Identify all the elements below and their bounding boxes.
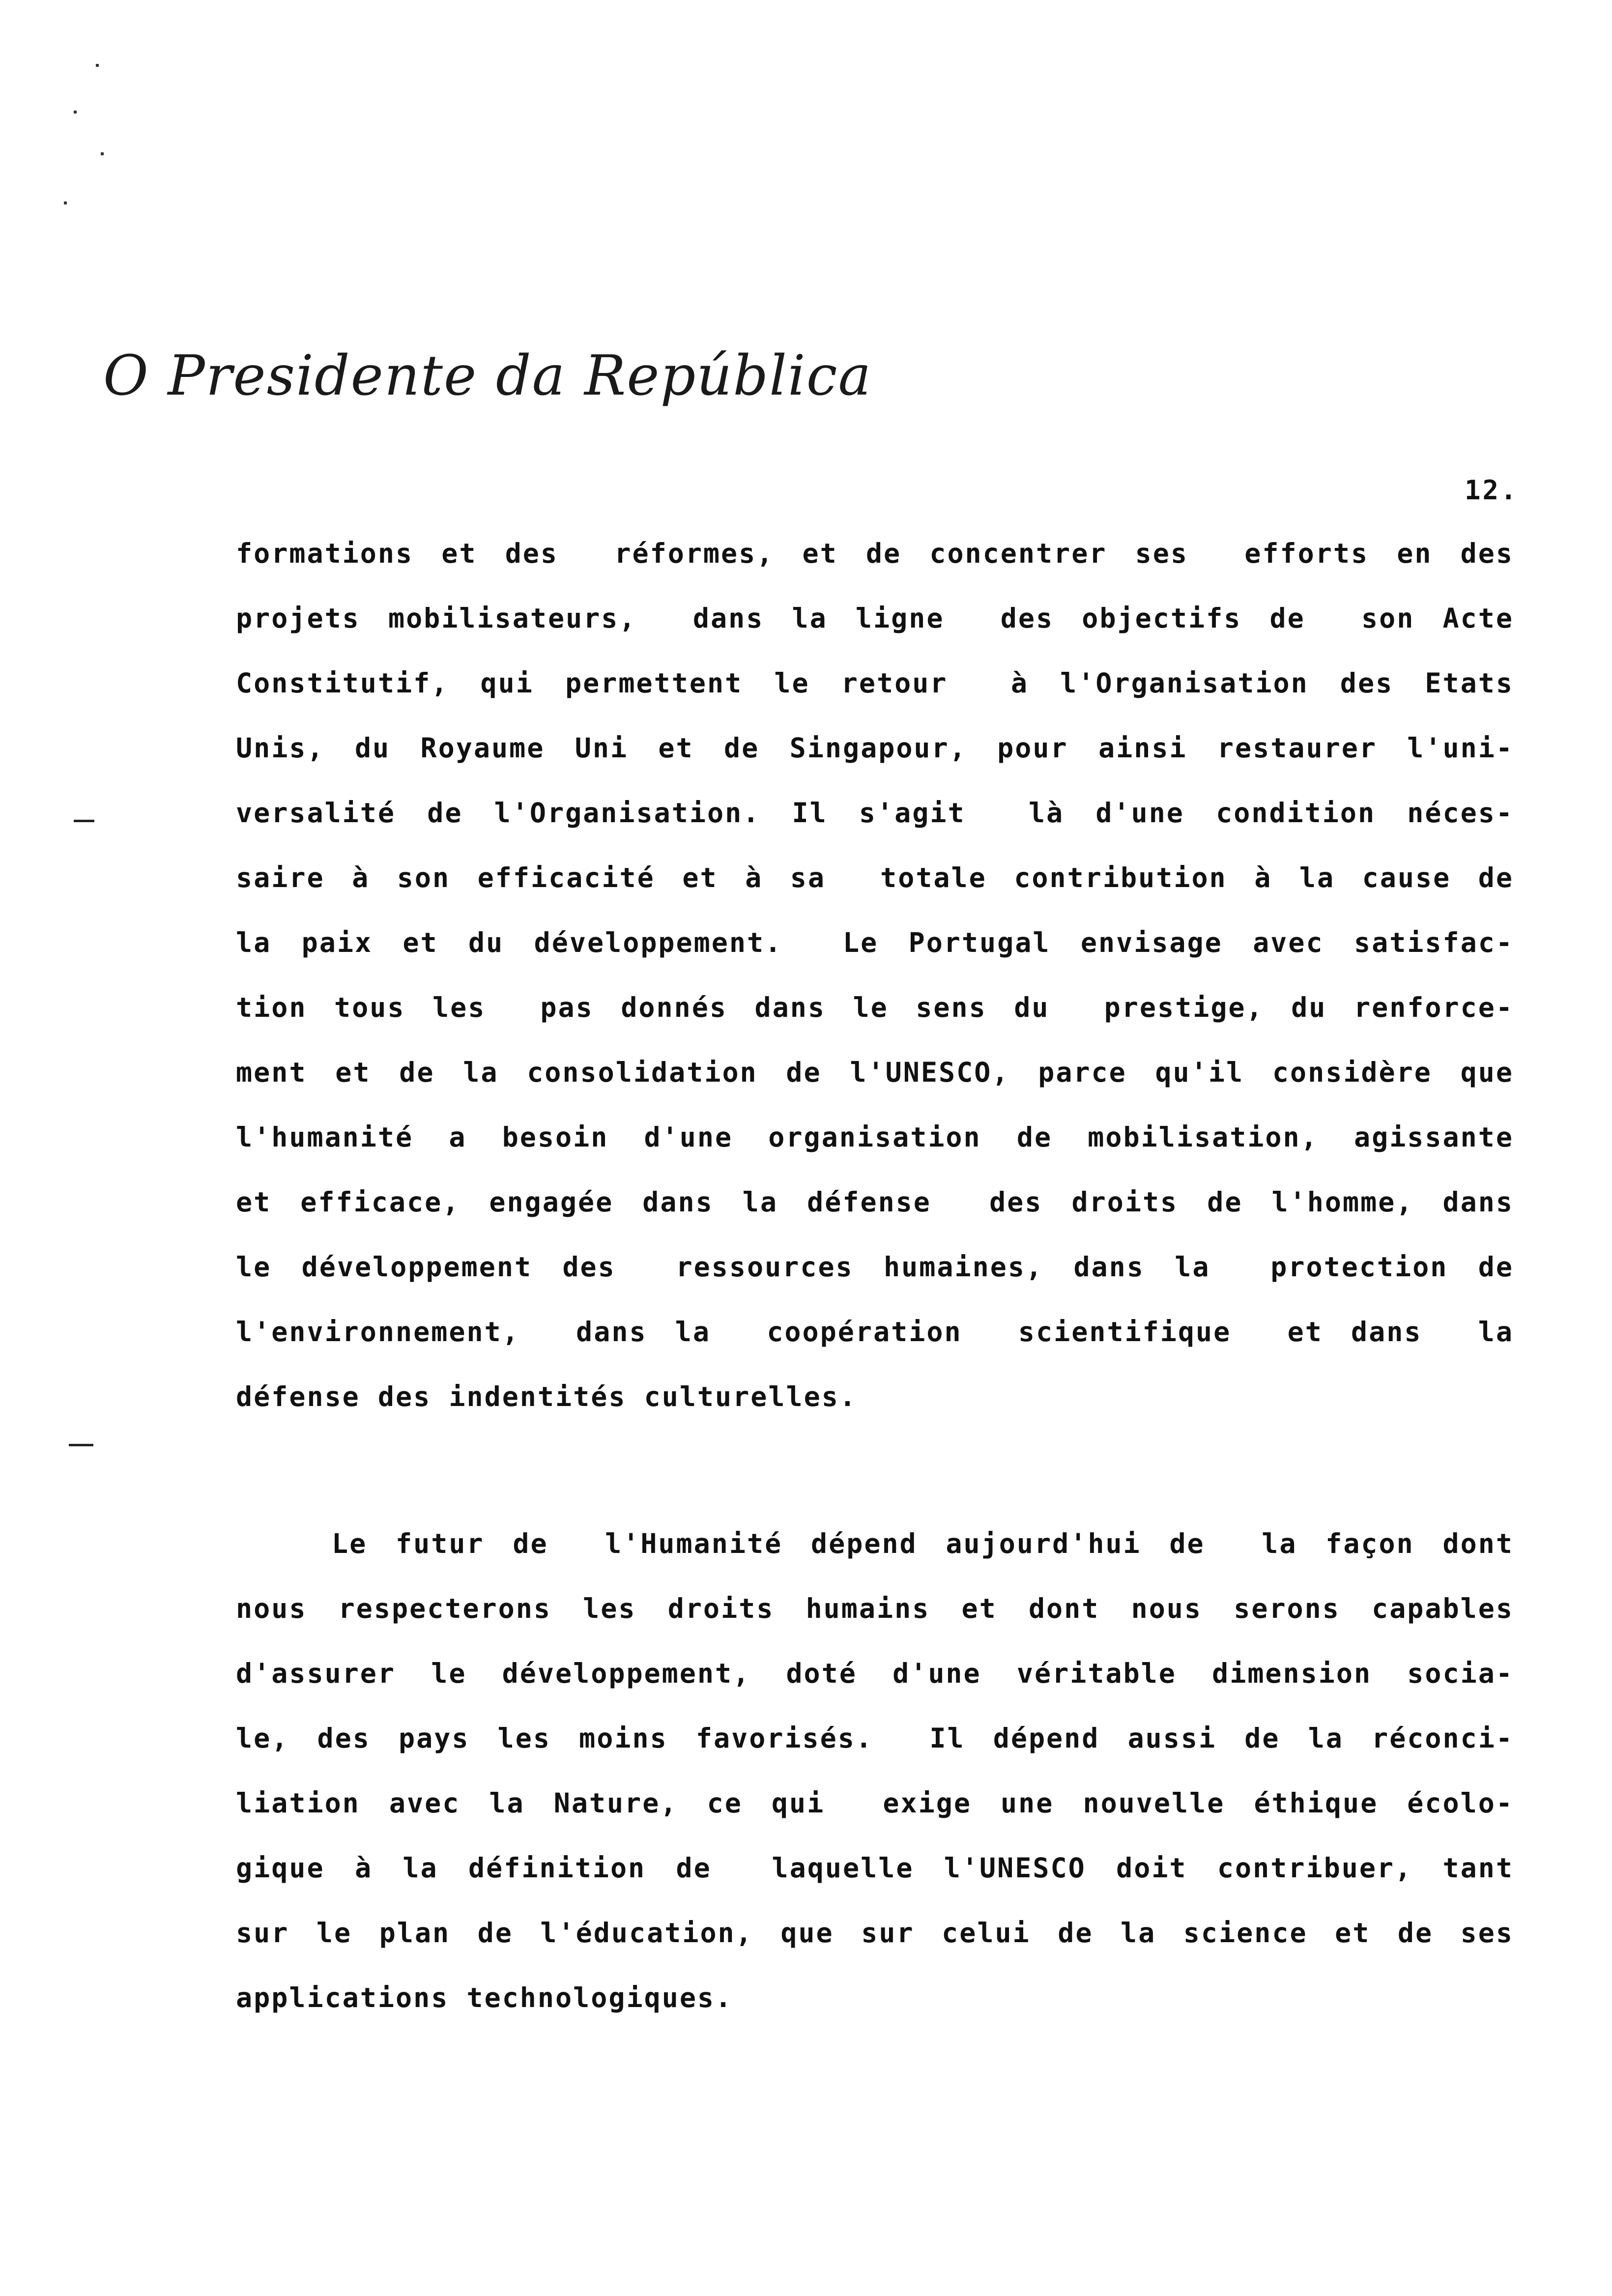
margin-mark xyxy=(74,820,94,822)
text-line: versalité de l'Organisation. Il s'agit là d'une condition néces- xyxy=(236,797,1514,829)
scan-speck xyxy=(74,111,77,114)
text-line: applications technologiques. xyxy=(236,1982,733,2013)
text-line: Le futur de l'Humanité dépend aujourd'hui de la façon dont xyxy=(332,1528,1514,1559)
text-line: Constitutif, qui permettent le retour à l'Organisation des Etats xyxy=(236,667,1514,699)
text-line: saire à son efficacité et à sa totale contribution à la cause de xyxy=(236,862,1514,893)
text-line: le développement des ressources humaines, dans la protection de xyxy=(236,1251,1514,1283)
scan-speck xyxy=(101,152,104,155)
text-line: la paix et du développement. Le Portugal envisage avec satisfac- xyxy=(236,927,1514,958)
margin-mark xyxy=(69,1444,93,1446)
text-line: et efficace, engagée dans la défense des droits de l'homme, dans xyxy=(236,1186,1514,1218)
text-line: formations et des réformes, et de concentrer ses efforts en des xyxy=(236,538,1514,569)
text-line: défense des indentités culturelles. xyxy=(236,1381,857,1412)
text-line: le, des pays les moins favorisés. Il dépend aussi de la réconci- xyxy=(236,1722,1514,1754)
text-line: nous respecterons les droits humains et dont nous serons capables xyxy=(236,1593,1514,1624)
text-line: ment et de la consolidation de l'UNESCO, parce qu'il considère que xyxy=(236,1057,1514,1088)
text-line: sur le plan de l'éducation, que sur celui de la science et de ses xyxy=(236,1917,1514,1949)
letterhead-title: O Presidente da República xyxy=(103,344,872,408)
text-line: tion tous les pas donnés dans le sens du prestige, du renforce- xyxy=(236,992,1514,1023)
scan-speck xyxy=(96,64,99,67)
paragraph-2 xyxy=(236,1511,1514,2030)
text-line: l'humanité a besoin d'une organisation de mobilisation, agissante xyxy=(236,1121,1514,1153)
text-line: projets mobilisateurs, dans la ligne des objectifs de son Acte xyxy=(236,603,1514,634)
text-line: l'environnement, dans la coopération scientifique et dans la xyxy=(236,1316,1514,1348)
page-number: 12. xyxy=(1465,475,1519,506)
paragraph-1 xyxy=(236,521,1514,1429)
scan-speck xyxy=(64,201,67,204)
text-line: gique à la définition de laquelle l'UNESCO doit contribuer, tant xyxy=(236,1852,1514,1884)
text-line: Unis, du Royaume Uni et de Singapour, pour ainsi restaurer l'uni- xyxy=(236,732,1514,764)
text-line: d'assurer le développement, doté d'une véritable dimension socia- xyxy=(236,1658,1514,1689)
text-line: liation avec la Nature, ce qui exige une nouvelle éthique écolo- xyxy=(236,1787,1514,1819)
